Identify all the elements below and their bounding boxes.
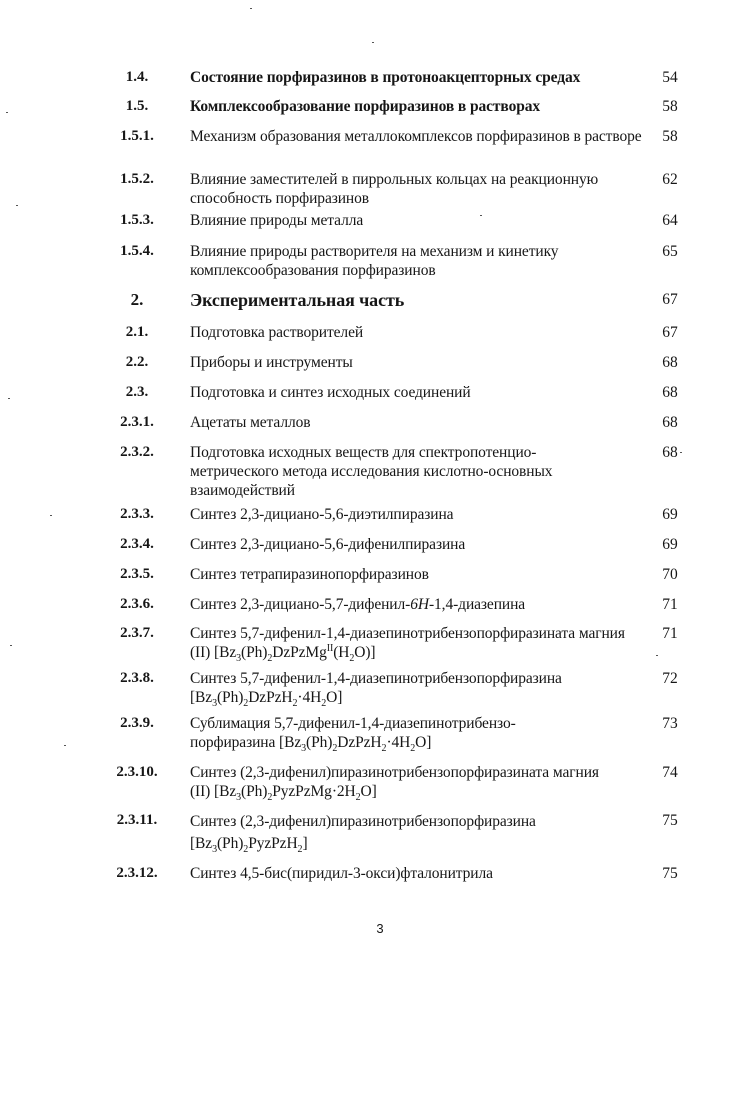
- section-number: 1.5.2.: [120, 171, 154, 187]
- section-number: 2.3.7.: [120, 625, 154, 641]
- title-text: Синтез (2,3-дифенил)пиразинотрибензопорфиразина: [190, 813, 536, 830]
- page-ref: 74: [662, 764, 678, 781]
- section-title: [190, 624, 642, 665]
- title-part: Синтез 2,3-дициано-5,7-дифенил-: [190, 596, 411, 613]
- section-title: [190, 595, 642, 614]
- chemical-formula: $[Bz_3(Ph)_2DzPzH_2\cdot 4H_2O]$: [279, 734, 432, 755]
- scan-speck: [64, 745, 66, 746]
- page-ref: 62: [662, 171, 678, 188]
- scan-speck: [6, 112, 8, 113]
- section-number: 1.5.3.: [120, 212, 154, 228]
- section-number: 2.3.: [125, 384, 149, 400]
- chemical-formula: $[Bz_3(Ph)_2PyzPzMg\cdot 2H_2O]$: [214, 783, 377, 804]
- section-title: Состояние порфиразинов в протоноакцепторных средах: [190, 69, 581, 86]
- section-number: 2.: [130, 290, 144, 309]
- section-number: 1.5.: [125, 98, 149, 114]
- section-title: Приборы и инструменты: [190, 354, 353, 371]
- section-number: 2.3.10.: [116, 764, 158, 780]
- section-title: Влияние заместителей в пиррольных кольцах на реакционную способность порфиразинов: [190, 171, 599, 207]
- section-number: 2.1.: [125, 324, 149, 340]
- page-ref: 73: [662, 715, 678, 732]
- scan-speck: [480, 215, 482, 216]
- section-number: 1.5.1.: [120, 128, 154, 144]
- chemical-formula: $[Bz_3(Ph)_2DzPzMg^{II}(H_2O)]$: [214, 642, 376, 665]
- page-ref: 58: [662, 128, 678, 145]
- page-ref: 71: [662, 625, 678, 642]
- page-ref: 69: [662, 536, 678, 553]
- section-title: Влияние природы растворителя на механизм и кинетику комплексообразования порфиразинов: [190, 243, 559, 279]
- section-title: Синтез 2,3-дициано-5,6-диэтилпиразина: [190, 506, 454, 523]
- page-ref: 75: [662, 865, 678, 882]
- section-title: Подготовка растворителей: [190, 324, 364, 341]
- section-number: 2.2.: [125, 354, 149, 370]
- page-ref: 67: [662, 324, 678, 341]
- title-part: -1,4-диазепина: [428, 596, 526, 613]
- section-title: Синтез 4,5-бис(пиридил-3-окси)фталонитрила: [190, 865, 493, 882]
- section-title: Подготовка и синтез исходных соединений: [190, 384, 471, 401]
- section-number: 2.3.1.: [120, 414, 154, 430]
- scan-speck: [10, 645, 12, 646]
- section-title: [190, 669, 642, 710]
- page-ref: 70: [662, 566, 678, 583]
- section-title: [190, 714, 570, 755]
- page-ref: 71: [662, 596, 678, 613]
- page-ref: 68: [662, 354, 678, 371]
- page-ref: 68: [662, 444, 678, 461]
- chemical-formula: $[Bz_3(Ph)_2PyzPzH_2]$: [190, 835, 308, 856]
- title-text: Синтез 5,7-дифенил-1,4-диазепинотрибензопорфиразината магния (II): [190, 625, 625, 661]
- section-number: 2.3.5.: [120, 566, 154, 582]
- section-number: 2.3.9.: [120, 715, 154, 731]
- page-ref: 54: [662, 69, 678, 86]
- scan-speck: [680, 452, 682, 453]
- section-title: Комплексообразование порфиразинов в растворах: [190, 98, 541, 115]
- scan-speck: [250, 8, 252, 9]
- section-title: Влияние природы металла: [190, 212, 364, 229]
- page-ref: 75: [662, 812, 678, 829]
- section-number: 1.4.: [125, 69, 149, 85]
- section-number: 2.3.4.: [120, 536, 154, 552]
- page-ref: 64: [662, 212, 678, 229]
- section-number: 2.3.8.: [120, 670, 154, 686]
- section-title: Синтез тетрапиразинопорфиразинов: [190, 566, 429, 583]
- page-ref: 69: [662, 506, 678, 523]
- title-text: Сублимация 5,7-дифенил-1,4-диазепинотрибензо-порфиразина: [190, 715, 516, 751]
- section-number: 1.5.4.: [120, 243, 154, 259]
- section-title: Механизм образования металлокомплексов порфиразинов в растворе: [190, 128, 642, 145]
- page-ref: 67: [662, 291, 678, 308]
- section-number: 2.3.6.: [120, 596, 154, 612]
- section-number: 2.3.12.: [116, 865, 158, 881]
- section-number: 2.3.11.: [116, 812, 158, 828]
- page-ref: 58: [662, 98, 678, 115]
- title-text: Синтез 5,7-дифенил-1,4-диазепинотрибензопорфиразина: [190, 670, 562, 687]
- scan-speck: [656, 655, 658, 656]
- chemical-formula: $[Bz_3(Ph)_2DzPzH_2\cdot 4H_2O]$: [190, 689, 343, 710]
- section-title: [190, 763, 620, 804]
- section-title: [190, 811, 610, 855]
- section-title: Подготовка исходных веществ для спектропотенцио-метрического метода исследования кислотно-основных взаимодействий: [190, 444, 553, 499]
- section-number: 2.3.2.: [120, 444, 154, 460]
- title-text: Синтез (2,3-дифенил)пиразинотрибензопорфиразината магния (II): [190, 764, 599, 800]
- scan-speck: [16, 205, 18, 206]
- scan-speck: [8, 398, 10, 399]
- scan-speck: [50, 515, 52, 516]
- section-title: Ацетаты металлов: [190, 414, 311, 431]
- page-number: 3: [376, 921, 384, 936]
- page-ref: 68: [662, 384, 678, 401]
- page-ref: 65: [662, 243, 678, 260]
- page-ref: 68: [662, 414, 678, 431]
- section-title: Экспериментальная часть: [190, 290, 405, 310]
- section-number: 2.3.3.: [120, 506, 154, 522]
- page-ref: 72: [662, 670, 678, 687]
- scan-speck: [372, 42, 374, 43]
- section-title: Синтез 2,3-дициано-5,6-дифенилпиразина: [190, 536, 466, 553]
- title-italic-part: 6H: [410, 596, 429, 613]
